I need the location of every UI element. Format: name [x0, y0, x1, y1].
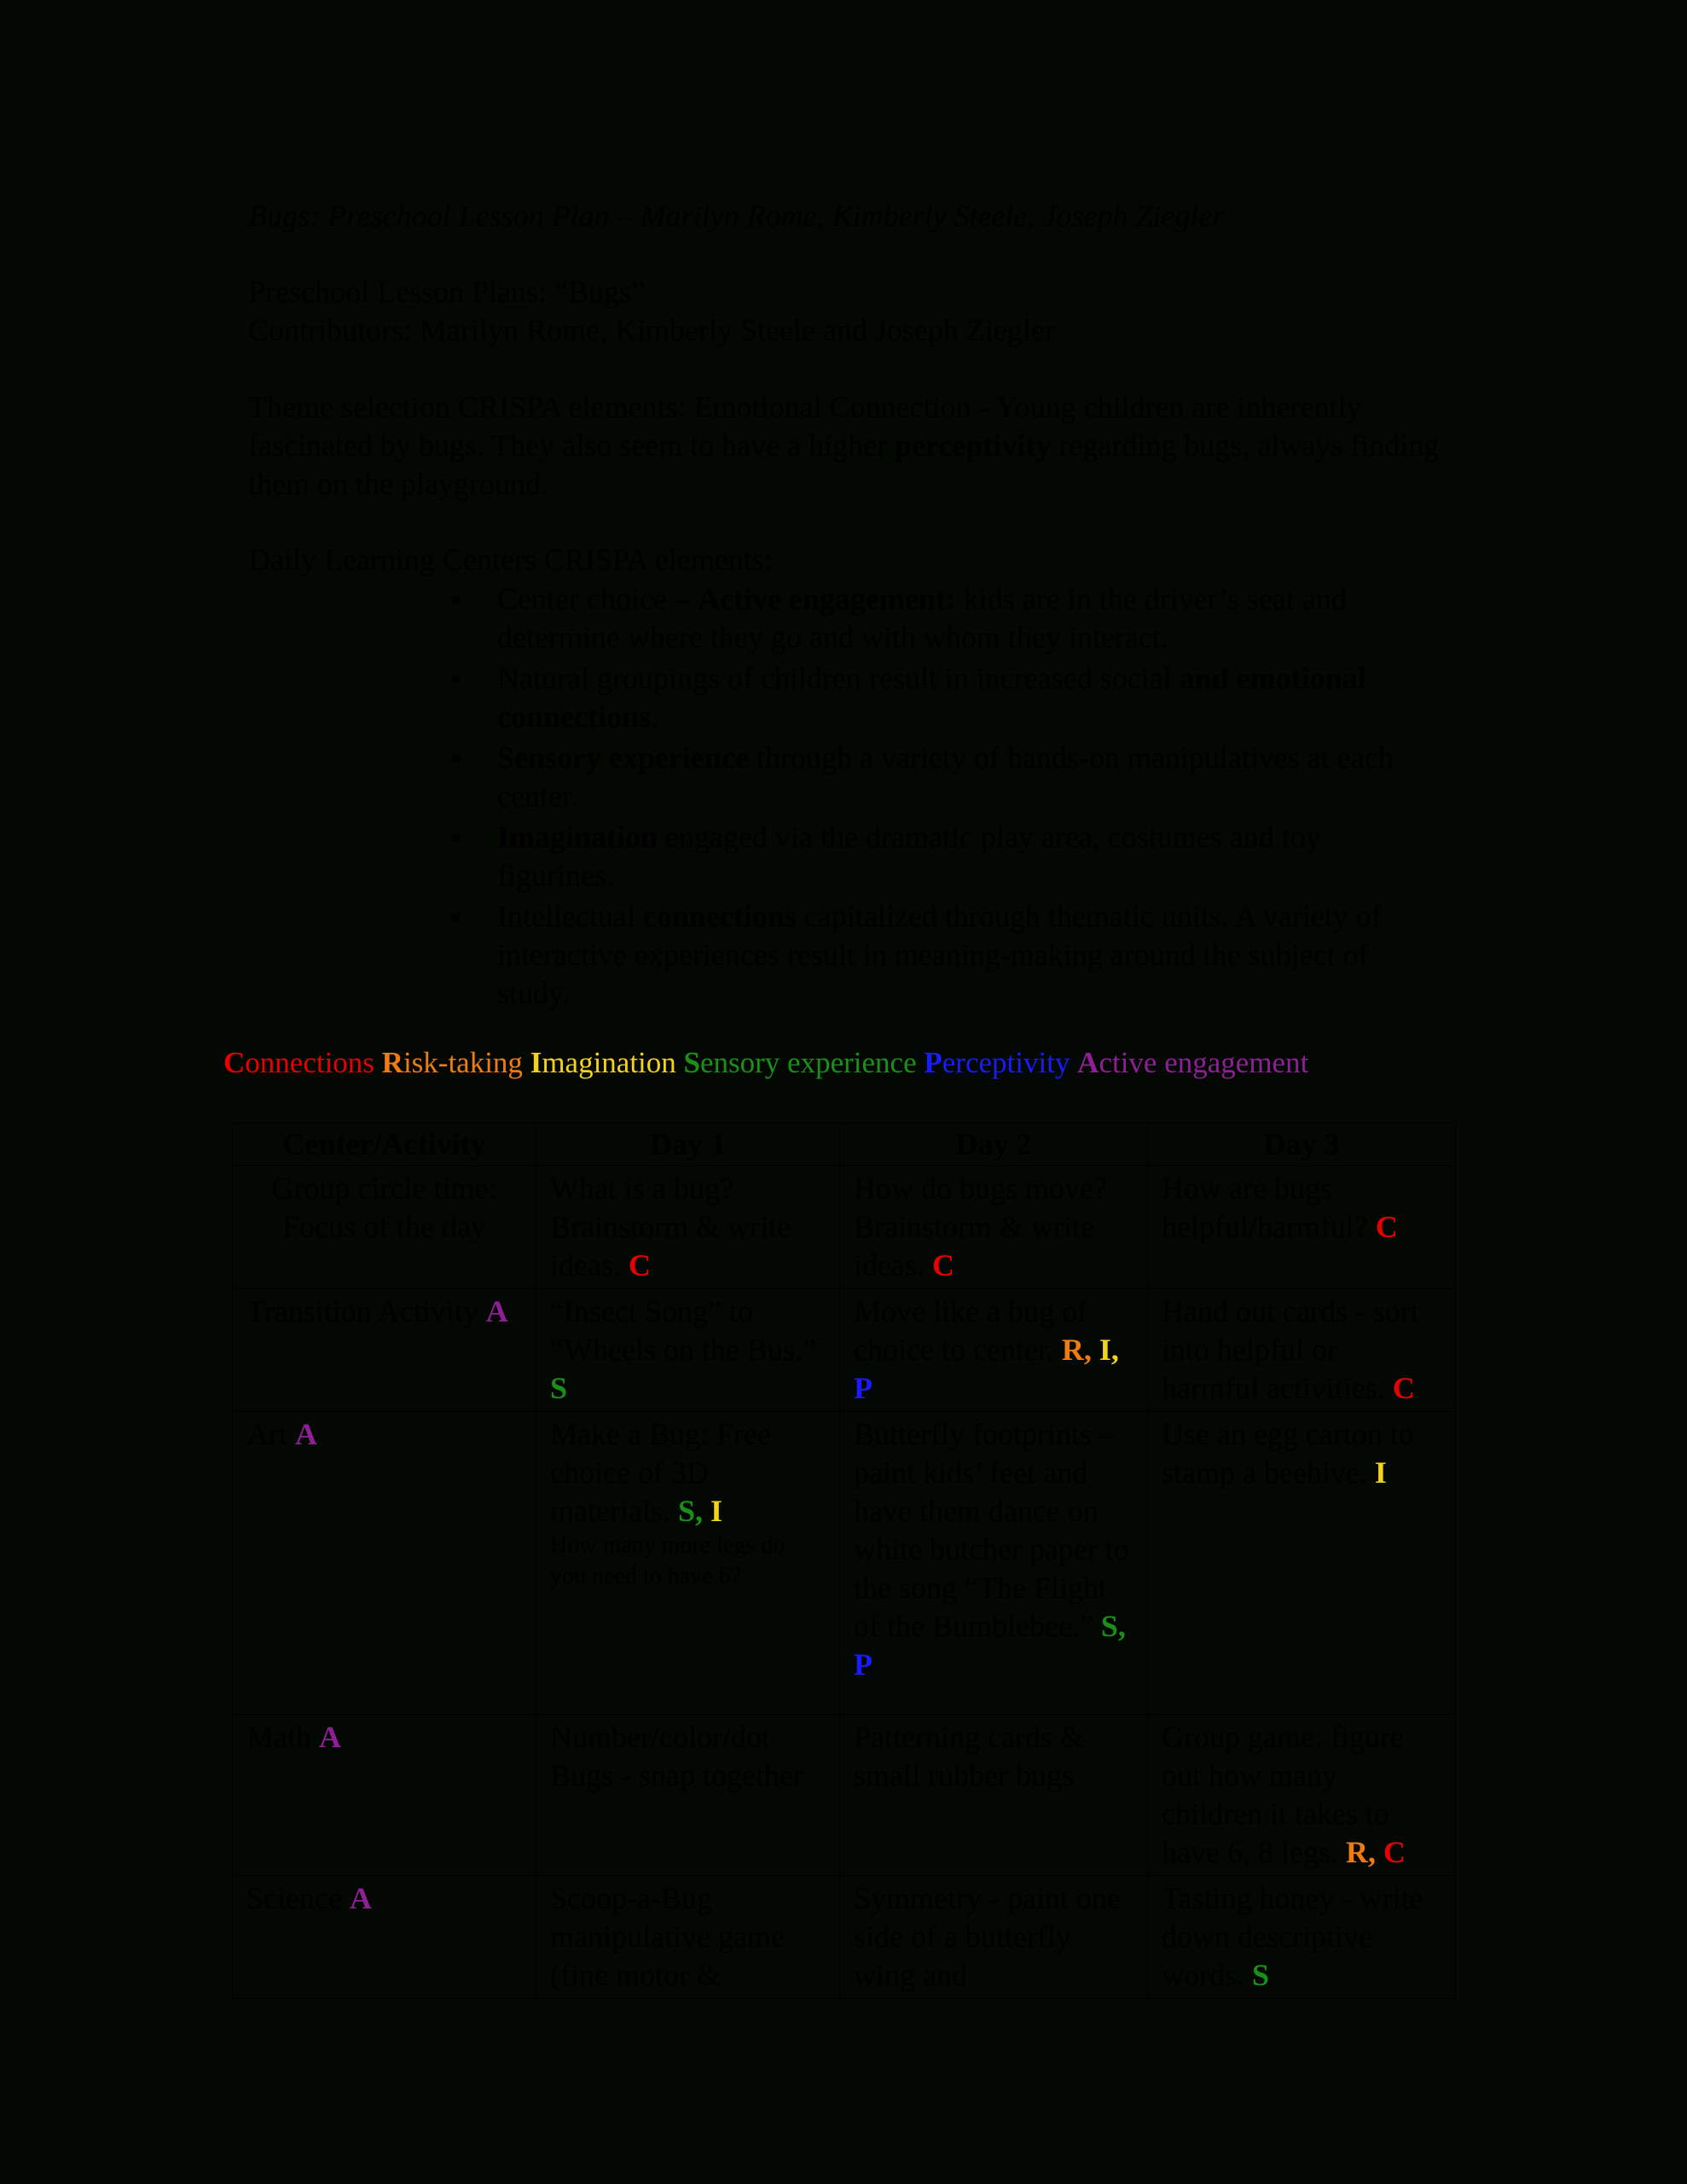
- table-cell: Butterfly footprints – paint kids’ feet and have them dance on white butcher paper to the song “The Flight of the Bumblebee.” S, P: [840, 1412, 1148, 1715]
- crispa-tag: A: [295, 1417, 317, 1451]
- table-cell-activity: Transition Activity A: [233, 1289, 536, 1412]
- table-cell: Patterning cards & small rubber bugs: [840, 1715, 1148, 1876]
- bullet-icon: ▪: [450, 820, 461, 854]
- legend-item-sensory-experience: Sensory experience: [683, 1046, 917, 1079]
- cell-note: How many more legs do you need to have 6?: [550, 1532, 786, 1589]
- table-cell: Group game: figure out how many children it takes to have 6, 8 legs. R, C: [1148, 1715, 1456, 1876]
- table-cell: “Insect Song” to “Wheels on the Bus.” S: [536, 1289, 840, 1412]
- column-header: Center/Activity: [233, 1124, 536, 1166]
- title-block: [248, 273, 1442, 350]
- table-row: [233, 1715, 1456, 1876]
- table-cell: What is a bug? Brainstorm & write ideas. C: [536, 1166, 840, 1289]
- list-item: ▪ Sensory experience through a variety of hands-on manipulatives at each center.: [450, 741, 1394, 813]
- crispa-tag: C: [1375, 1210, 1398, 1244]
- legend-item-imagination: Imagination: [530, 1046, 676, 1079]
- crispa-legend: [223, 1046, 1308, 1080]
- crispa-tag: R,: [1061, 1333, 1092, 1367]
- list-item: ▪ Center choice – Active engagement: kids are in the driver’s seat and determine where they go and with whom they interact.: [450, 582, 1347, 654]
- crispa-tag: A: [319, 1720, 341, 1754]
- crispa-tag: S,: [677, 1494, 703, 1528]
- legend-item-connections: Connections: [223, 1046, 374, 1079]
- legend-item-perceptivity: Perceptivity: [924, 1046, 1070, 1079]
- crispa-tag: S: [550, 1371, 568, 1405]
- crispa-tag: P: [854, 1371, 872, 1405]
- table-cell: Symmetry - paint one side of a butterfly wing and: [840, 1876, 1148, 1999]
- crispa-tag: S,: [1100, 1609, 1126, 1643]
- crispa-tag: I: [1374, 1455, 1387, 1490]
- table-row: [233, 1289, 1456, 1412]
- table-row: [233, 1876, 1456, 1999]
- table-cell: Scoop-a-Bug manipulative game (fine motor &: [536, 1876, 840, 1999]
- table-cell-activity: Art A: [233, 1412, 536, 1715]
- theme-text-a: Theme selection CRISPA elements: Emotional Connection - Young children are inherently fascinated by bugs. They also seem to have a higher: [248, 390, 1362, 462]
- table-cell: Move like a bug of choice to center. R, I, P: [840, 1289, 1148, 1412]
- crispa-bullet-list: [443, 580, 1441, 1015]
- list-item: ▪ Imagination engaged via the dramatic play area, costumes and toy figurines.: [450, 820, 1321, 892]
- table-row: [233, 1166, 1456, 1289]
- bullet-icon: ▪: [450, 741, 461, 775]
- running-header: Bugs: Preschool Lesson Plan – Marilyn Rome, Kimberly Steele, Joseph Ziegler: [248, 199, 1225, 233]
- lesson-title: Preschool Lesson Plans: “Bugs”: [248, 275, 645, 309]
- theme-text-b: regarding bugs, always finding them on the playground.: [248, 428, 1440, 501]
- bullet-icon: ▪: [450, 661, 461, 695]
- list-item: ▪ Natural groupings of children result in increased social and emotional connections.: [450, 661, 1366, 734]
- daily-centers-heading: Daily Learning Centers CRISPA elements:: [248, 543, 773, 577]
- crispa-tag: P: [854, 1647, 872, 1682]
- bullet-icon: ▪: [450, 582, 461, 616]
- crispa-tag: C: [628, 1248, 651, 1282]
- table-header-row: [233, 1124, 1456, 1166]
- table-cell: How are bugs helpful/harmful? C: [1148, 1166, 1456, 1289]
- table-cell: Hand out cards - sort into helpful or harmful activities. C: [1148, 1289, 1456, 1412]
- table-cell-activity: Group circle time: Focus of the day: [233, 1166, 536, 1289]
- theme-paragraph: [248, 388, 1442, 503]
- crispa-tag: C: [931, 1248, 954, 1282]
- contributors-line: Contributors: Marilyn Rome, Kimberly Steele and Joseph Ziegler: [248, 313, 1055, 347]
- table-cell-activity: Math A: [233, 1715, 536, 1876]
- legend-item-active-engagement: Active engagement: [1077, 1046, 1309, 1079]
- column-header: Day 2: [840, 1124, 1148, 1166]
- crispa-tag: C: [1392, 1371, 1415, 1405]
- crispa-tag: C: [1383, 1835, 1406, 1869]
- column-header: Day 3: [1148, 1124, 1456, 1166]
- crispa-tag: A: [349, 1881, 372, 1915]
- table-row: [233, 1412, 1456, 1715]
- legend-item-risk-taking: Risk-taking: [381, 1046, 523, 1079]
- crispa-tag: S: [1252, 1958, 1270, 1992]
- table-cell: Use an egg carton to stamp a beehive. I: [1148, 1412, 1456, 1715]
- theme-bold: perceptivity: [895, 428, 1052, 462]
- table-cell-activity: Science A: [233, 1876, 536, 1999]
- crispa-tag: I,: [1099, 1333, 1119, 1367]
- crispa-tag: I: [710, 1494, 722, 1528]
- table-cell: How do bugs move? Brainstorm & write ideas. C: [840, 1166, 1148, 1289]
- lesson-plan-table: [232, 1123, 1456, 1999]
- crispa-tag: R,: [1345, 1835, 1376, 1869]
- table-cell: Make a Bug: Free choice of 3D materials. S, I How many more legs do you need to have 6?: [536, 1412, 840, 1715]
- bullet-icon: ▪: [450, 899, 461, 933]
- crispa-tag: A: [485, 1294, 508, 1328]
- list-item: ▪ Intellectual connections capitalized through thematic units. A variety of interactive experiences result in meaning-making around the subject of study.: [450, 899, 1382, 1010]
- table-cell: Number/color/dot Bugs - snap together: [536, 1715, 840, 1876]
- table-cell: Tasting honey - write down descriptive words. S: [1148, 1876, 1456, 1999]
- column-header: Day 1: [536, 1124, 840, 1166]
